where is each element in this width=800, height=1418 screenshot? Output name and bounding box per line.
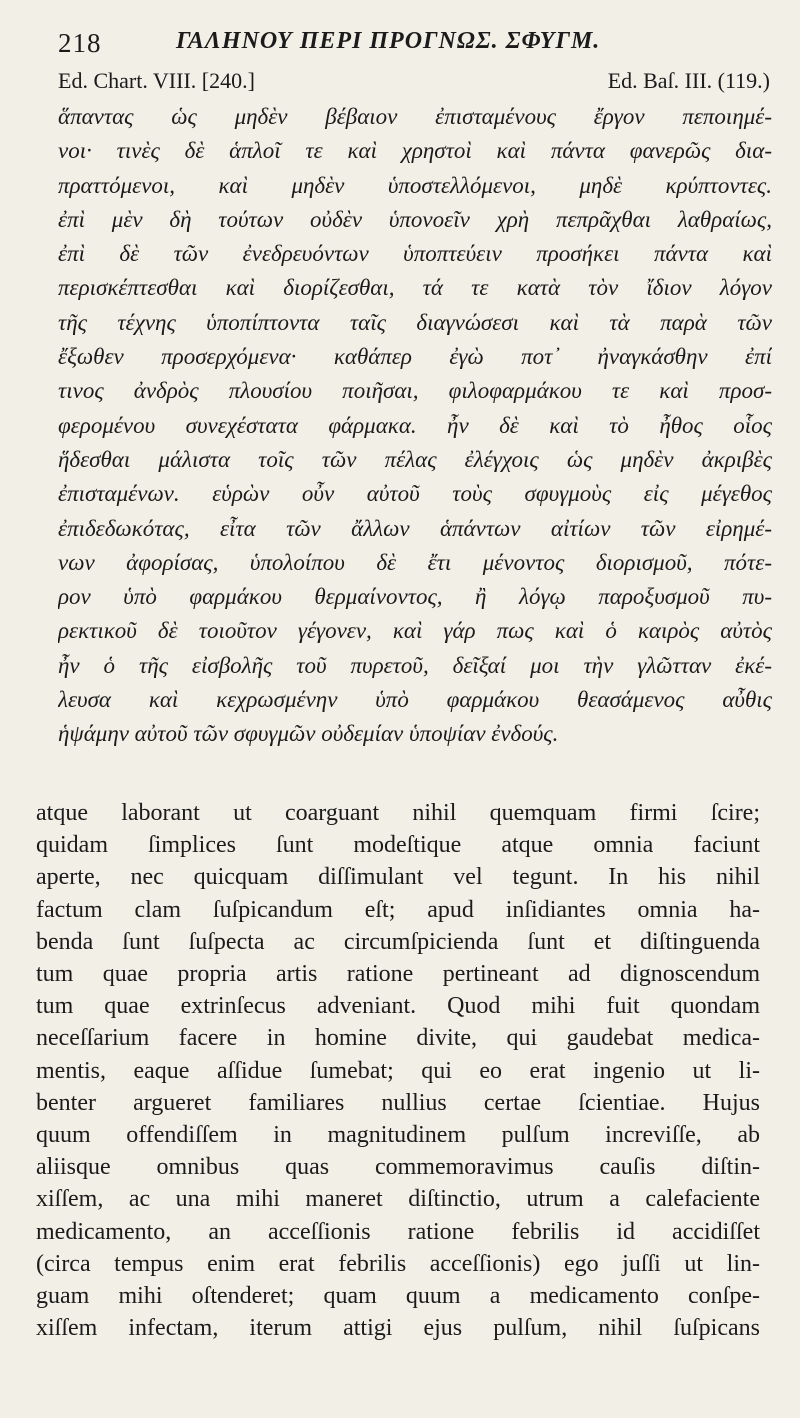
greek-line: ἐπιδεδωκότας, εἶτα τῶν ἄλλων ἁπάντων αἰτίων τῶν εἰρημέ-: [58, 515, 772, 541]
latin-line: medicamento, an acceſſionis ratione febrilis id accidiſſet: [36, 1218, 760, 1245]
greek-line: ρεκτικοῦ δὲ τοιοῦτον γέγονεν, καὶ γάρ πως καὶ ὁ καιρὸς αὐτὸς: [58, 618, 772, 644]
latin-line: atque laborant ut coarguant nihil quemquam firmi ſcire;: [36, 800, 760, 826]
greek-line: λευσα καὶ κεχρωσμένην ὑπὸ φαρμάκου θεασάμενος αὖθις: [58, 687, 772, 713]
greek-line: περισκέπτεσθαι καὶ διορίζεσθαι, τά τε κατὰ τὸν ἴδιον λόγον: [58, 275, 772, 301]
page-header: [58, 26, 760, 62]
latin-line: mentis, eaque aſſidue ſumebat; qui eo erat ingenio ut li-: [36, 1057, 760, 1084]
greek-text-block: [58, 100, 772, 752]
latin-line: aperte, nec quicquam diſſimulant vel tegunt. In his nihil: [36, 864, 760, 891]
latin-line: xiſſem infectam, iterum attigi ejus pulſum, nihil ſuſpicans: [36, 1315, 760, 1342]
greek-line: φερομένου συνεχέστατα φάρμακα. ἦν δὲ καὶ τὸ ἦθος οἷος: [58, 412, 772, 438]
latin-line: neceſſarium facere in homine divite, qui gaudebat medica-: [36, 1025, 760, 1052]
greek-line: ἐπισταμένων. εὑρὼν οὖν αὐτοῦ τοὺς σφυγμοὺς εἰς μέγεθος: [58, 481, 772, 507]
greek-line: νων ἀφορίσας, ὑπολοίπου δὲ ἔτι μένοντος διορισμοῦ, πότε-: [58, 549, 772, 575]
greek-line: ἔξωθεν προσερχόμενα· καθάπερ ἐγὼ ποτ᾽ ἠναγκάσθην ἐπί: [58, 344, 772, 370]
greek-line: ἐπὶ μὲν δὴ τούτων οὐδὲν ὑπονοεῖν χρὴ πεπρᾶχθαι λαθραίως,: [58, 206, 772, 232]
latin-line: quidam ſimplices ſunt modeſtique atque omnia faciunt: [36, 832, 760, 859]
latin-line: aliisque omnibus quas commemoravimus cauſis diſtin-: [36, 1154, 760, 1181]
greek-line: ἦν ὁ τῆς εἰσβολῆς τοῦ πυρετοῦ, δεῖξαί μοι τὴν γλῶτταν ἐκέ-: [58, 652, 772, 678]
greek-line: τινος ἀνδρὸς πλουσίου ποιῆσαι, φιλοφαρμάκου τε καὶ προσ-: [58, 378, 772, 404]
greek-line: ἅπαντας ὡς μηδὲν βέβαιον ἐπισταμένους ἔργον πεποιημέ-: [58, 104, 772, 129]
edition-references: [58, 68, 770, 96]
latin-line: quum offendiſſem in magnitudinem pulſum increviſſe, ab: [36, 1122, 760, 1149]
greek-line: ἐπὶ δὲ τῶν ἐνεδρευόντων ὑποπτεύειν προσήκει πάντα καὶ: [58, 241, 772, 267]
page-number: 218: [58, 28, 102, 58]
latin-text-block: [36, 797, 760, 1344]
greek-line: πραττόμενοι, καὶ μηδὲν ὑποστελλόμενοι, μηδὲ κρύπτοντες.: [58, 172, 772, 198]
greek-line: ἥδεσθαι μάλιστα τοῖς τῶν πέλας ἐλέγχοις ὡς μηδὲν ἀκριβὲς: [58, 446, 772, 472]
greek-line: τῆς τέχνης ὑποπίπτοντα ταῖς διαγνώσεσι καὶ τὰ παρὰ τῶν: [58, 309, 772, 335]
edition-basel: Ed. Baſ. III. (119.): [607, 68, 770, 93]
latin-line: (circa tempus enim erat febrilis acceſſionis) ego juſſi ut lin-: [36, 1250, 760, 1277]
latin-line: benter argueret familiares nullius certae ſcientiae. Hujus: [36, 1089, 760, 1116]
latin-line: benda ſunt ſuſpecta ac circumſpicienda ſunt et diſtinguenda: [36, 928, 760, 955]
greek-line: ρον ὑπὸ φαρμάκου θερμαίνοντος, ἢ λόγῳ παροξυσμοῦ πυ-: [58, 584, 772, 610]
latin-line: guam mihi oſtenderet; quam quum a medicamento conſpe-: [36, 1283, 760, 1310]
latin-line: tum quae propria artis ratione pertineant ad dignoscendum: [36, 961, 760, 988]
greek-line: ἡψάμην αὐτοῦ τῶν σφυγμῶν οὐδεμίαν ὑποψίαν ἐνδούς.: [58, 721, 559, 747]
latin-line: tum quae extrinſecus adveniant. Quod mihi fuit quondam: [36, 993, 760, 1020]
greek-line: νοι· τινὲς δὲ ἁπλοῖ τε καὶ χρηστοὶ καὶ πάντα φανερῶς δια-: [58, 138, 772, 164]
latin-line: factum clam ſuſpicandum eſt; apud inſidiantes omnia ha-: [36, 896, 760, 923]
edition-chartier: Ed. Chart. VIII. [240.]: [58, 68, 255, 93]
running-title: ΓΑΛΗΝΟΥ ΠΕΡΙ ΠΡΟΓΝΩΣ. ΣΦΥΓΜ.: [176, 28, 601, 54]
latin-line: xiſſem, ac una mihi maneret diſtinctio, utrum a calefaciente: [36, 1186, 760, 1213]
